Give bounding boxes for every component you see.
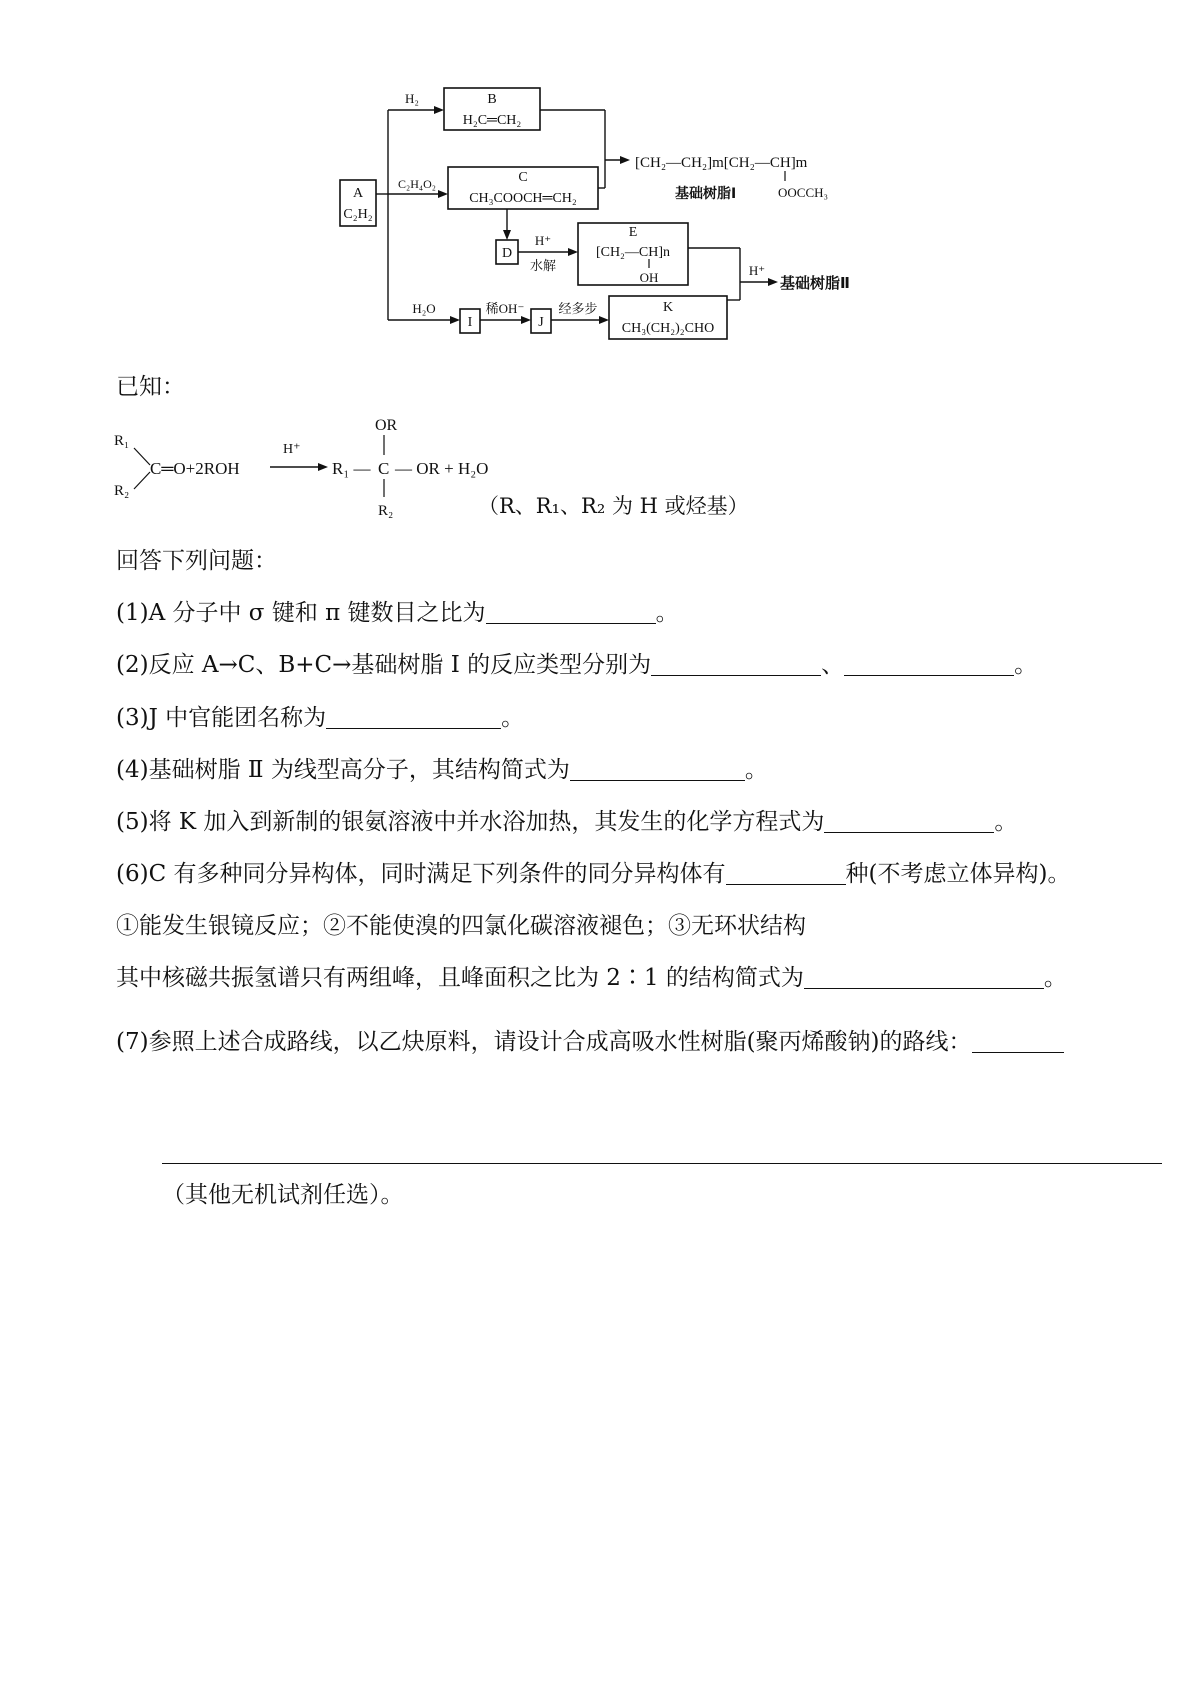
arrow-d-to-e: [518, 248, 578, 256]
question-6-nmr: [116, 963, 1067, 993]
node-e: [578, 223, 688, 285]
question-6-nmr-text: 其中核磁共振氢谱只有两组峰，且峰面积之比为 2∶1 的结构简式为: [116, 965, 804, 991]
known-note: （R、R₁、R₂ 为 H 或烃基）: [478, 494, 749, 518]
arrow-a-to-b: [388, 106, 444, 114]
node-i: [460, 309, 480, 333]
reagent-dilute-oh: 稀OH⁻: [485, 301, 525, 316]
node-a-letter: A: [352, 186, 364, 201]
node-j-letter: J: [538, 315, 544, 330]
known-title: 已知：: [116, 374, 185, 400]
reagent-h2o: H₂O: [412, 301, 436, 316]
question-6-text: (6)C 有多种同分异构体，同时满足下列条件的同分异构体有: [116, 861, 726, 887]
arrow-a-to-i: [388, 316, 460, 324]
resin-2-label: 基础树脂Ⅱ: [780, 274, 850, 292]
arrow-to-resin-1: [605, 156, 630, 164]
known-carbon: C: [378, 459, 390, 478]
questions-intro: 回答下列问题：: [116, 548, 277, 574]
node-k-letter: K: [662, 300, 674, 315]
question-7-answer-line[interactable]: [162, 1163, 1162, 1164]
known-or-top: OR: [375, 417, 398, 434]
question-1-text: (1)A 分子中 σ 键和 π 键数目之比为: [116, 600, 486, 626]
node-e-substituent: OH: [639, 270, 659, 285]
node-e-letter: E: [628, 225, 638, 240]
arrow-c-to-d: [503, 209, 511, 240]
node-b-formula: H₂C═CH₂: [462, 113, 522, 128]
question-2-separator: 、: [821, 652, 845, 678]
question-1-end: 。: [655, 600, 679, 626]
question-5-answer-blank[interactable]: [824, 810, 994, 833]
node-d: [496, 240, 518, 264]
node-b-letter: B: [487, 92, 497, 107]
question-5-end: 。: [994, 809, 1018, 835]
known-r1: R₁: [114, 433, 130, 449]
known-catalyst: H⁺: [283, 442, 301, 457]
question-1: [116, 598, 679, 628]
known-product-r2: R₂: [378, 503, 394, 519]
question-3-end: 。: [501, 705, 525, 731]
question-7: [116, 1027, 1064, 1057]
node-j: [531, 309, 551, 333]
question-7-tail: （其他无机试剂任选）。: [162, 1182, 404, 1208]
reagent-hydrolysis: 水解: [529, 258, 557, 273]
node-e-formula: [CH₂—CH]n: [595, 245, 671, 260]
question-3: [116, 703, 524, 733]
node-b: [444, 88, 540, 130]
arrow-to-resin-2: [740, 278, 778, 286]
node-k-formula: CH₃(CH₂)₂CHO: [621, 321, 715, 336]
question-1-answer-blank[interactable]: [486, 601, 656, 624]
question-3-answer-blank[interactable]: [326, 706, 501, 729]
arrow-a-to-c: [388, 190, 448, 198]
question-5: [116, 807, 1017, 837]
node-i-letter: I: [467, 315, 473, 330]
reagent-h-plus-2: H⁺: [748, 263, 766, 278]
question-4-text: (4)基础树脂 Ⅱ 为线型高分子，其结构简式为: [116, 757, 570, 783]
question-2: [116, 650, 1037, 680]
arrow-j-to-k: [551, 316, 609, 324]
resin-1-structure: [635, 155, 828, 202]
question-2-end: 。: [1014, 652, 1038, 678]
reagent-multistep: 经多步: [558, 301, 598, 316]
question-7-text: (7)参照上述合成路线，以乙炔原料，请设计合成高吸水性树脂(聚丙烯酸钠)的路线：: [116, 1029, 972, 1055]
question-6-conditions: ①能发生银镜反应；②不能使溴的四氯化碳溶液褪色；③无环状结构: [116, 913, 806, 939]
arrow-i-to-j: [480, 316, 531, 324]
question-5-text: (5)将 K 加入到新制的银氨溶液中并水浴加热，其发生的化学方程式为: [116, 809, 825, 835]
question-4-end: 。: [744, 757, 768, 783]
question-6-answer-blank[interactable]: [726, 862, 846, 885]
reagent-c2h4o2: C₂H₄O₂: [398, 177, 436, 191]
synthesis-route-diagram: [0, 0, 1200, 360]
reagent-h-plus: H⁺: [534, 233, 552, 248]
reagent-h2: H₂: [405, 91, 419, 106]
resin-1-substituent: OOCCH₃: [778, 185, 829, 200]
node-c-letter: C: [518, 170, 528, 185]
question-6-nmr-end: 。: [1043, 965, 1067, 991]
question-2-answer-blank-2[interactable]: [844, 653, 1014, 676]
known-r2: R₂: [114, 483, 130, 499]
known-lhs: C═O+2ROH: [150, 459, 240, 478]
resin-1-formula: [CH₂—CH₂]m[CH₂—CH]m: [635, 155, 808, 171]
question-2-answer-blank-1[interactable]: [651, 653, 821, 676]
question-6: [116, 859, 1070, 889]
known-product-r1: R₁ —: [332, 459, 371, 478]
node-k: [609, 296, 727, 339]
node-c: [448, 167, 598, 209]
node-d-letter: D: [501, 246, 513, 261]
question-4-answer-blank[interactable]: [570, 758, 745, 781]
question-4: [116, 755, 768, 785]
question-6-nmr-answer-blank[interactable]: [804, 966, 1044, 989]
question-6-end: 种(不考虑立体异构)。: [845, 861, 1071, 887]
known-or-right: — OR + H₂O: [395, 459, 489, 478]
node-a-formula: C₂H₂: [343, 207, 373, 222]
resin-1-label: 基础树脂Ⅰ: [675, 186, 737, 202]
question-2-text: (2)反应 A→C、B+C→基础树脂 Ⅰ 的反应类型分别为: [116, 652, 652, 678]
known-arrow: [270, 463, 328, 471]
question-7-answer-blank-1[interactable]: [972, 1030, 1064, 1053]
node-a: [340, 180, 376, 226]
node-c-formula: CH₃COOCH═CH₂: [469, 191, 577, 206]
question-3-text: (3)J 中官能团名称为: [116, 705, 327, 731]
